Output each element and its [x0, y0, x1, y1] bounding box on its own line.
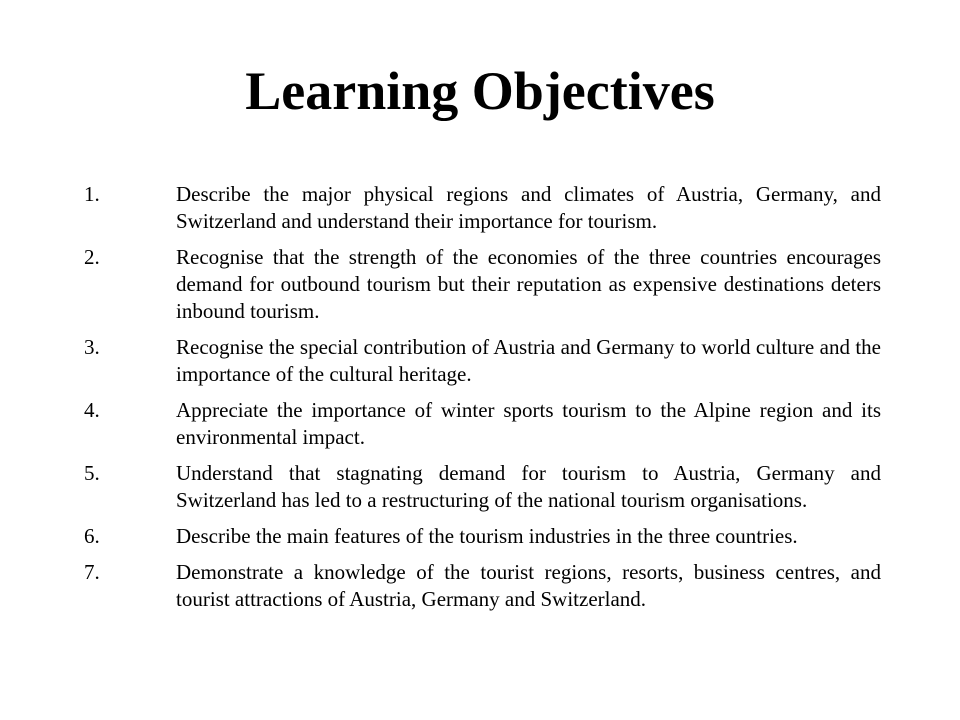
objective-text: Recognise that the strength of the economies of the three countries encourages demand for outbound tourism but their reputation as expensive destinations deters inbound tourism.: [176, 245, 881, 323]
objective-item: [0, 559, 960, 613]
objective-number: 2.: [84, 245, 100, 269]
objective-text: Describe the main features of the tourism industries in the three countries.: [176, 524, 798, 548]
objective-item: [0, 181, 960, 235]
objective-text: Recognise the special contribution of Austria and Germany to world culture and the importance of the cultural heritage.: [176, 335, 881, 386]
objective-number: 3.: [84, 335, 100, 359]
slide-title: Learning Objectives: [245, 61, 715, 121]
objective-text: Appreciate the importance of winter sports tourism to the Alpine region and its environmental impact.: [176, 398, 881, 449]
objective-text: Understand that stagnating demand for tourism to Austria, Germany and Switzerland has led to a restructuring of the national tourism organisations.: [176, 461, 881, 512]
objective-item: [0, 523, 960, 550]
objective-number: 7.: [84, 560, 100, 584]
objective-number: 5.: [84, 461, 100, 485]
objective-number: 1.: [84, 182, 100, 206]
objective-text: Demonstrate a knowledge of the tourist regions, resorts, business centres, and tourist attractions of Austria, Germany and Switzerland.: [176, 560, 881, 611]
objective-number: 6.: [84, 524, 100, 548]
objectives-list: [0, 181, 960, 622]
objective-item: [0, 397, 960, 451]
objective-item: [0, 460, 960, 514]
objective-item: [0, 244, 960, 325]
objective-item: [0, 334, 960, 388]
objective-text: Describe the major physical regions and climates of Austria, Germany, and Switzerland and understand their importance for tourism.: [176, 182, 881, 233]
objective-number: 4.: [84, 398, 100, 422]
